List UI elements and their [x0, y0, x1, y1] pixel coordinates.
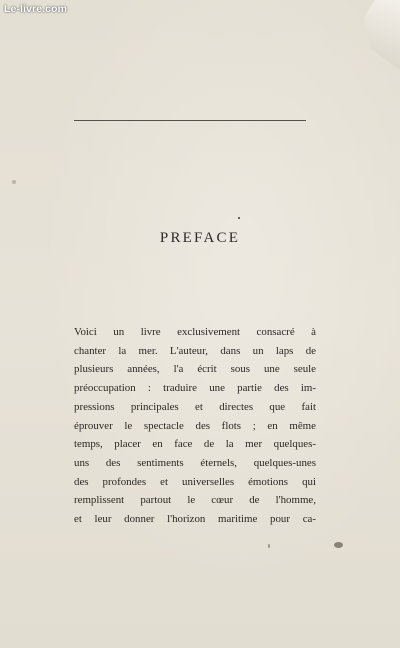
ink-dot [238, 217, 240, 219]
page-title: PREFACE [159, 230, 241, 246]
text-line: Voici un livre exclusivement consacré à [74, 326, 316, 338]
text-line: pressions principales et directes que fait [74, 400, 316, 413]
text-line: éprouver le spectacle des flots ; en même [74, 419, 316, 432]
site-watermark: Le-livre.com [4, 3, 68, 15]
torn-page-corner [364, 0, 400, 70]
horizontal-rule [74, 120, 306, 121]
text-line: temps, placer en face de la mer quelques- [74, 438, 316, 451]
text-line: remplissent partout le cœur de l'homme, [74, 494, 316, 507]
paper-stain [12, 180, 16, 184]
preface-text [74, 323, 316, 529]
text-line: préoccupation : traduire une partie des im- [74, 382, 316, 395]
text-line: chanter la mer. L'auteur, dans un laps de [74, 344, 316, 357]
text-line: plusieurs années, l'a écrit sous une seule [74, 363, 316, 376]
text-line: des profondes et universelles émotions qui [74, 475, 316, 488]
ink-mark [268, 544, 270, 548]
ink-blot [334, 542, 343, 548]
text-line: uns des sentiments éternels, quelques-unes [74, 456, 316, 469]
text-line: et leur donner l'horizon maritime pour ca- [74, 513, 316, 526]
